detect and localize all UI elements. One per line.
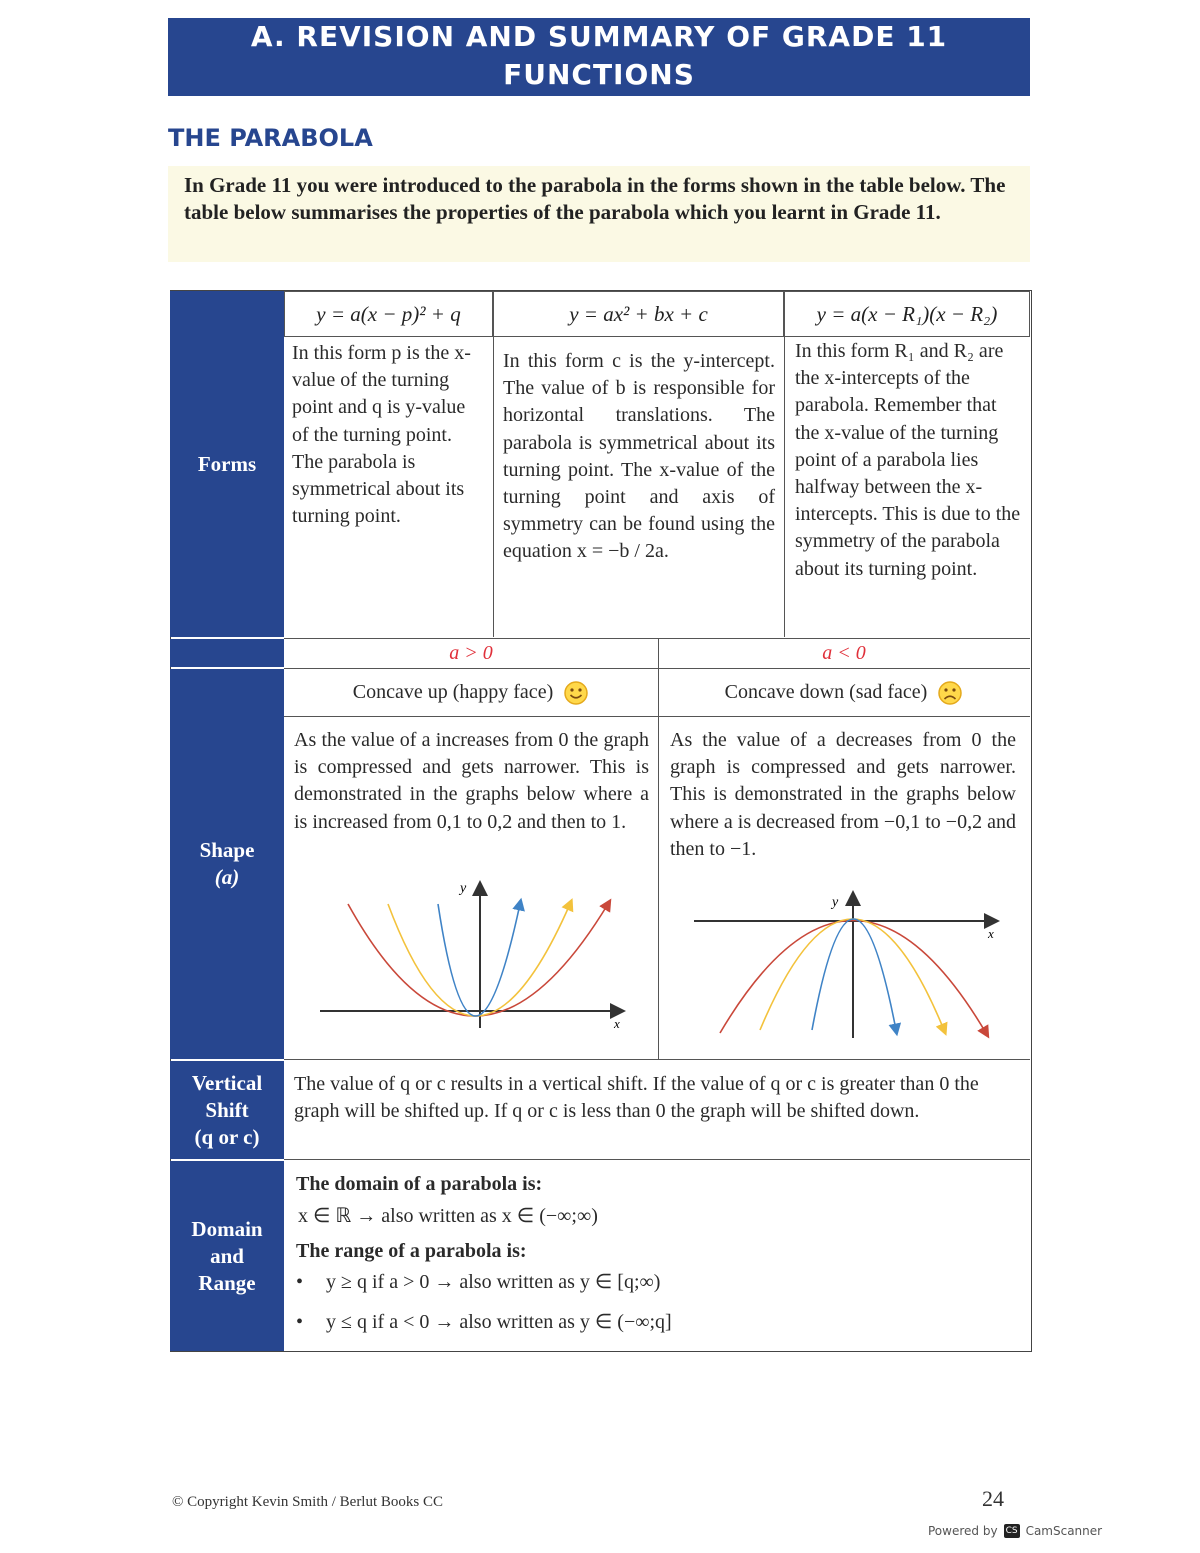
concave-down-graph (680, 888, 1020, 1048)
concave-down-title (658, 670, 1030, 716)
neg-header-text: a < 0 (822, 642, 866, 664)
form-vertex-desc: In this form p is the x-value of the turning point and q is y-value of the turning point. The parabola is symmetrical about its turning point. (292, 342, 471, 528)
row-label-vertical-shift (170, 1061, 284, 1159)
domain-label-2: and (210, 1243, 244, 1268)
vshift-label-3: (q or c) (194, 1124, 260, 1149)
camscanner-logo-icon: CS (1005, 1526, 1018, 1536)
scanner-text: Powered by (928, 1524, 998, 1538)
y-axis-label: y (832, 895, 839, 910)
row-label-spacer (170, 639, 284, 667)
form-standard-desc: In this form c is the y-intercept. The value of b is responsible for horizontal translations. The parabola is symmetrical about its turning point. The x-value of the turning point and axis of symmetry can be found using the equation x = −b / 2a. (503, 350, 775, 563)
shape-negative-desc: As the value of a decreases from 0 the graph is compressed and gets narrower. This is demonstrated in the graphs below where a is decreased from −0,1 to −0,2 and then to −1. (670, 729, 1016, 860)
sad-face-icon (937, 680, 963, 706)
shape-positive-desc: As the value of a increases from 0 the graph is compressed and gets narrower. This is demonstrated in the graphs below where a is increased from 0,1 to 0,2 and then to 1. (294, 729, 649, 833)
divider (493, 291, 494, 637)
page-number: 24 (982, 1486, 1004, 1511)
y-axis-label: y (460, 881, 467, 896)
vertical-shift-desc: The value of q or c results in a vertical shift. If the value of q or c is greater than 0 the graph will be shifted up. If q or c is less than 0 the graph will be shifted down. (294, 1073, 979, 1123)
section-title: THE PARABOLA (168, 124, 373, 152)
shape-label: Shape (199, 838, 255, 862)
range-item-2-text: y ≤ q if a < 0 → also written as y ∈ (−∞;q] (326, 1311, 672, 1333)
concave-up-graph (300, 870, 640, 1040)
pos-header-text: a > 0 (449, 642, 493, 664)
x-axis-label: x (614, 1016, 620, 1031)
shape-sub-label: (a) (214, 865, 240, 889)
concave-down-text: Concave down (sad face) (724, 681, 928, 704)
form-header-intercept (784, 291, 1030, 337)
parabola-a-0.1 (348, 904, 608, 1016)
range-item-1-text: y ≥ q if a > 0 → also written as y ∈ [q;∞) (326, 1271, 661, 1293)
row-label-forms (170, 291, 284, 637)
forms-label: Forms (197, 451, 257, 476)
divider (284, 668, 1030, 669)
divider (284, 716, 1030, 717)
range-heading: The range of a parabola is: (296, 1240, 527, 1262)
range-item-2 (296, 1309, 1016, 1336)
scanner-watermark (928, 1524, 1102, 1538)
divider (284, 1159, 1030, 1160)
bullet-icon: • (296, 1311, 304, 1333)
vshift-label-1: Vertical (191, 1070, 263, 1095)
intro-box: In Grade 11 you were introduced to the parabola in the forms shown in the table below. The table below summarises the properties of the parabola which you learnt in Grade 11. (168, 166, 1030, 262)
scanner-brand: CamScanner (1025, 1524, 1103, 1538)
happy-face-icon (563, 680, 589, 706)
form-intercept-desc: In this form R₁ and R₂ are the x-intercepts of the parabola. Remember that the x-value of the turning point of a parabola lies halfway between the x-intercepts. This is due to the symmetry of the parabola about its turning point. (795, 340, 1021, 580)
banner-line-1: A. REVISION AND SUMMARY OF GRADE 11 (250, 20, 948, 53)
banner-line-2: FUNCTIONS (503, 58, 695, 91)
divider (284, 1059, 1030, 1060)
row-label-shape (170, 669, 284, 1059)
bullet-icon: • (296, 1271, 304, 1293)
range-item-1 (296, 1269, 1016, 1296)
divider (784, 291, 785, 637)
form-header-vertex-text: y = a(x − p)² + q (316, 301, 461, 326)
concave-up-title (284, 670, 658, 716)
shape-header-negative (658, 639, 1030, 668)
shape-header-positive (284, 639, 658, 668)
row-label-domain-range (170, 1161, 284, 1351)
domain-label-1: Domain (191, 1216, 263, 1241)
vshift-label-2: Shift (205, 1097, 249, 1122)
domain-heading: The domain of a parabola is: (296, 1173, 543, 1195)
form-header-intercept-text: y = a(x − R₁)(x − R₂) (816, 301, 998, 326)
x-axis-label: x (988, 926, 994, 941)
form-header-standard-text: y = ax² + bx + c (569, 301, 708, 326)
chapter-banner (168, 18, 1030, 96)
domain-label-3: Range (198, 1270, 256, 1295)
form-header-standard (493, 291, 784, 337)
domain-expression: x ∈ ℝ → also written as x ∈ (−∞;∞) (298, 1205, 598, 1227)
concave-up-text: Concave up (happy face) (352, 681, 554, 704)
form-header-vertex (284, 291, 493, 337)
copyright-text: © Copyright Kevin Smith / Berlut Books CC (172, 1494, 443, 1510)
